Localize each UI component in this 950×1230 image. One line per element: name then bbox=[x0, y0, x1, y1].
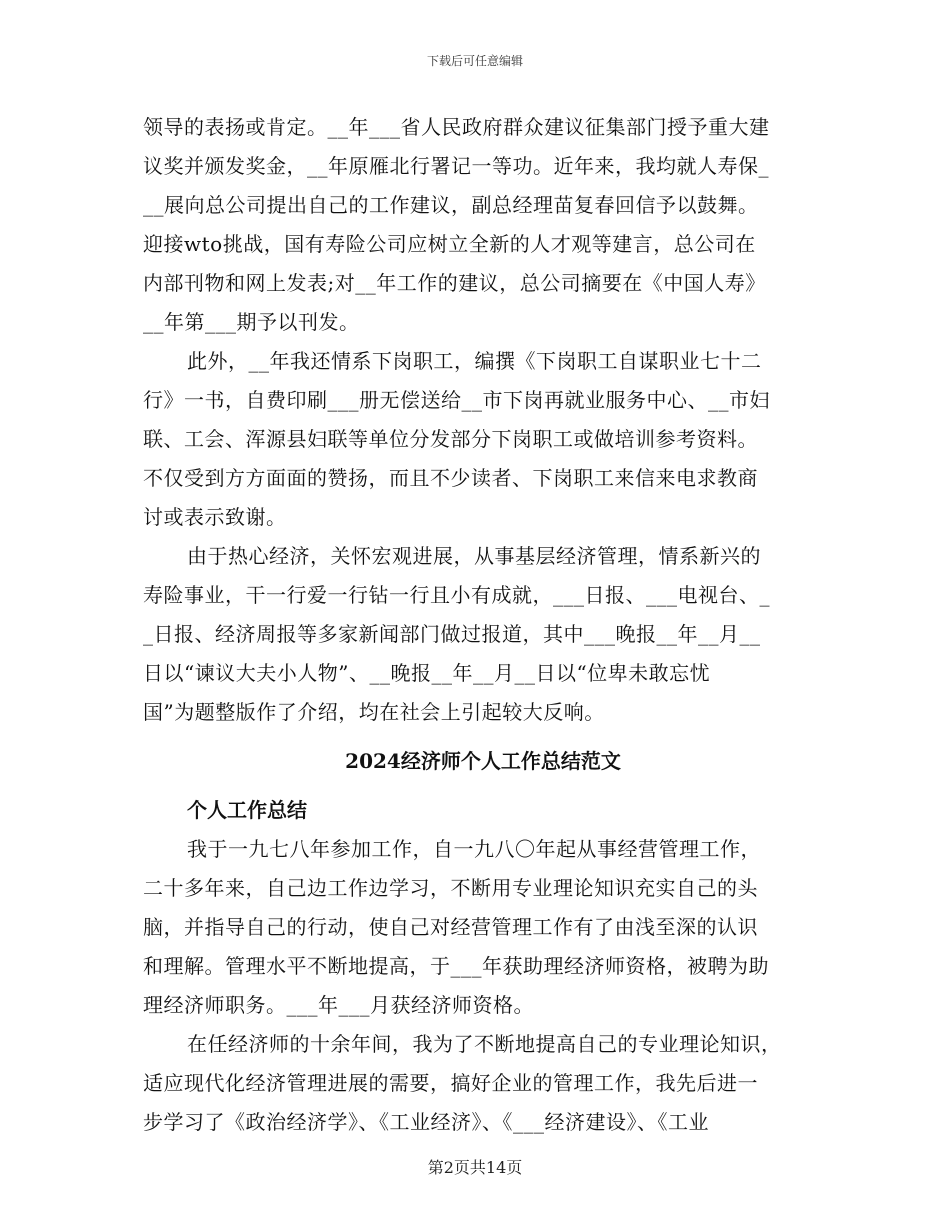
document-body bbox=[143, 108, 815, 1142]
text-line: 讨或表示致谢。 bbox=[143, 505, 287, 529]
text-line: 内部刊物和网上发表;对__年工作的建议，总公司摘要在《中国人寿》 bbox=[143, 271, 766, 295]
paragraph bbox=[143, 108, 815, 342]
subheading: 个人工作总结 bbox=[187, 798, 307, 822]
text-line: 理经济师职务。___年___月获经济师资格。 bbox=[143, 993, 534, 1017]
text-line: 适应现代化经济管理进展的需要，搞好企业的管理工作，我先后进一 bbox=[143, 1071, 758, 1095]
text-line: __展向总公司提出自己的工作建议，副总经理苗复春回信予以鼓舞。 bbox=[143, 193, 759, 217]
paragraph bbox=[143, 830, 815, 1025]
text-line: 步学习了《政治经济学》、《工业经济》、《___经济建设》、《工业 bbox=[143, 1110, 709, 1134]
text-line: __年第___期予以刊发。 bbox=[143, 310, 360, 334]
text-line: 在任经济师的十余年间，我为了不断地提高自己的专业理论知识， bbox=[187, 1032, 782, 1056]
section-title: 2024经济师个人工作总结范文 bbox=[345, 749, 621, 773]
text-line: 联、工会、浑源县妇联等单位分发部分下岗职工或做培训参考资料。 bbox=[143, 427, 758, 451]
text-line: 议奖并颁发奖金，__年原雁北行署记一等功。近年来，我均就人寿保_ bbox=[143, 154, 769, 178]
text-line: 日以“谏议大夫小人物”、__晚报__年__月__日以“位卑未敢忘忧 bbox=[143, 661, 711, 685]
paragraph bbox=[143, 342, 815, 537]
text-line: 此外，__年我还情系下岗职工，编撰《下岗职工自谋职业七十二 bbox=[187, 349, 762, 373]
text-line: 迎接wto挑战，国有寿险公司应树立全新的人才观等建言，总公司在 bbox=[143, 232, 756, 256]
text-line: 不仅受到方方面面的赞扬，而且不少读者、下岗职工来信来电求教商 bbox=[143, 466, 758, 490]
text-line: 脑，并指导自己的行动，使自己对经营管理工作有了由浅至深的认识 bbox=[143, 915, 758, 939]
text-line: 国”为题整版作了介绍，均在社会上引起较大反响。 bbox=[143, 700, 605, 724]
text-line: 领导的表扬或肯定。__年___省人民政府群众建议征集部门授予重大建 bbox=[143, 115, 770, 139]
text-line: 由于热心经济，关怀宏观进展，从事基层经济管理，情系新兴的 bbox=[187, 544, 761, 568]
text-line: 和理解。管理水平不断地提高，于___年获助理经济师资格，被聘为助 bbox=[143, 954, 769, 978]
text-line: 我于一九七八年参加工作，自一九八〇年起从事经营管理工作， bbox=[187, 837, 761, 861]
page-number: 第2页共14页 bbox=[427, 1158, 523, 1177]
text-line: 寿险事业，干一行爱一行钻一行且小有成就，___日报、___电视台、_ bbox=[143, 583, 770, 607]
text-line: _日报、经济周报等多家新闻部门做过报道，其中___晚报__年__月__ bbox=[143, 622, 761, 646]
paragraph bbox=[143, 537, 815, 732]
page-header: 下载后可任意编辑 bbox=[426, 54, 523, 68]
text-line: 二十多年来，自己边工作边学习，不断用专业理论知识充实自己的头 bbox=[143, 876, 758, 900]
text-line: 行》一书，自费印刷___册无偿送给__市下岗再就业服务中心、__市妇 bbox=[143, 388, 770, 412]
paragraph bbox=[143, 1025, 815, 1142]
